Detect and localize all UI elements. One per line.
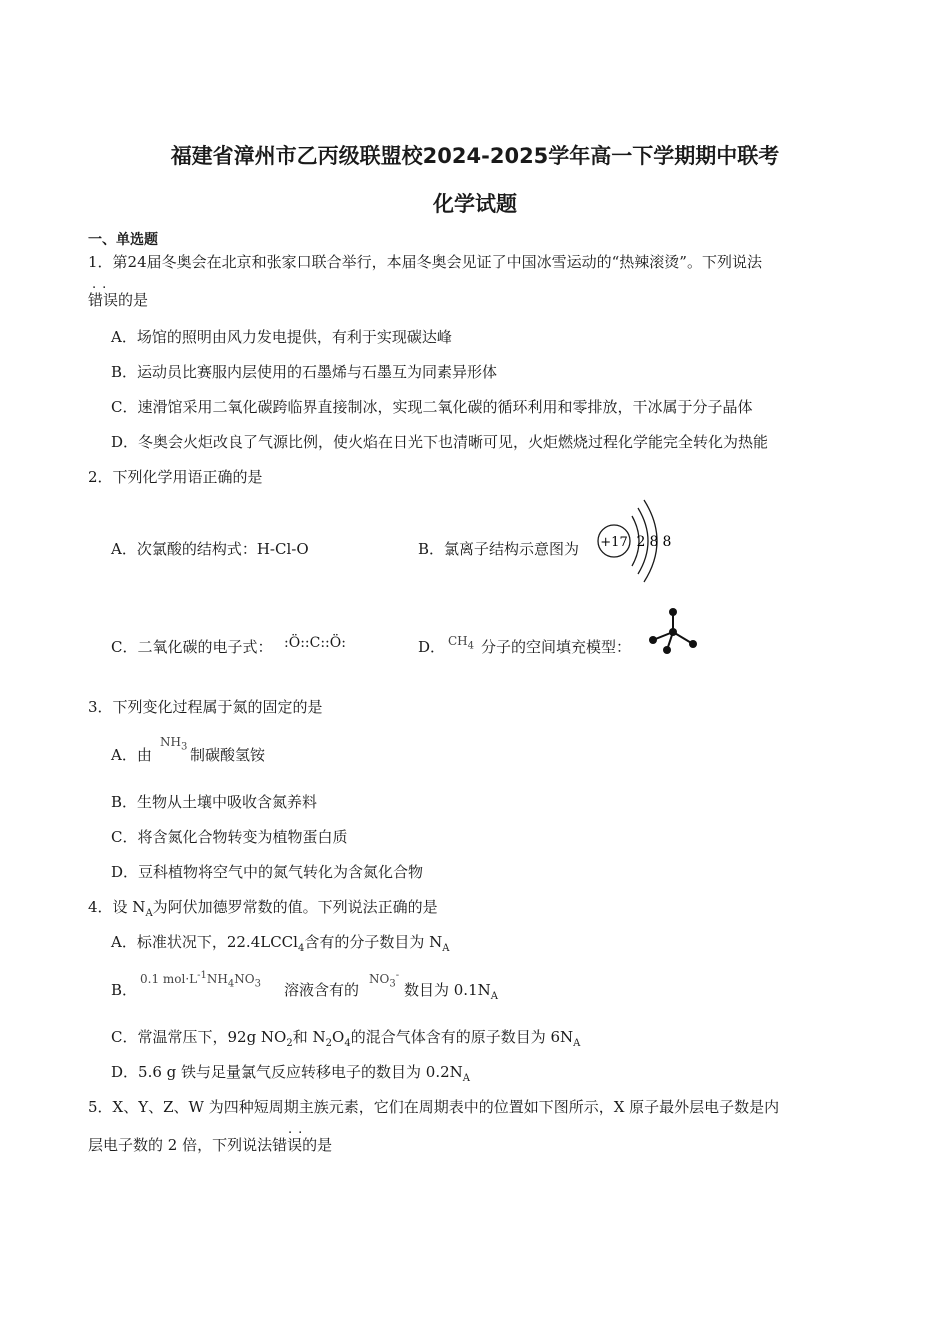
q2-option-c: C．二氧化碳的电子式： [111, 638, 273, 656]
ammonia-formula: $NH_3$ [160, 735, 188, 753]
q4-option-b-end: 数目为 $0.1N_A$ [404, 981, 498, 1002]
q4-stem: 4．设 $N_A$为阿伏加德罗常数的值。下列说法正确的是 [88, 898, 438, 919]
q3-option-a-label: A．由 [111, 746, 152, 764]
q2-option-b: B．氯离子结构示意图为 [418, 540, 580, 558]
q5-stem-line1: 5．X、Y、Z、W 为四种短周期主族元素，它们在周期表中的位置如下图所示，X 原子最外层电子数是内 [88, 1098, 780, 1116]
co2-electron-formula: :Ö::C::Ö: [284, 635, 346, 651]
q4-option-c: C．常温常压下，92g $NO_2$和 $N_2O_4$的混合气体含有的原子数目为 $6N_A$ [111, 1028, 581, 1049]
q5-stem-line2: 层电子数的 2 倍，下列说法错误的是 [88, 1136, 333, 1154]
q3-option-a-text: 制碳酸氢铵 [190, 746, 266, 764]
q1-stem-line1: 1．第24届冬奥会在北京和张家口联合举行，本届冬奥会见证了中国冰雪运动的“热辣滚烫”。下列说法 [88, 253, 762, 271]
q4-option-d: D．5.6 g 铁与足量氯气反应转移电子的数目为 $0.2N_A$ [111, 1063, 471, 1084]
q1-option-d: D．冬奥会火炬改良了气源比例，使火焰在日光下也清晰可见，火炬燃烧过程化学能完全转化为热能 [111, 433, 769, 451]
q1-option-b: B．运动员比赛服内层使用的石墨烯与石墨互为同素异形体 [111, 363, 498, 381]
shell-count-3: 8 [662, 534, 672, 550]
q3-option-d: D．豆科植物将空气中的氮气转化为含氮化合物 [111, 863, 424, 881]
q4-option-a: A．标准状况下，22.4LCCl$_4$含有的分子数目为 $N_A$ [111, 933, 450, 954]
methane-space-filling-model [645, 606, 701, 656]
q1-option-a: A．场馆的照明由风力发电提供，有利于实现碳达峰 [111, 328, 452, 346]
nucleus-charge: +17 [600, 535, 628, 550]
q3-option-b: B．生物从土壤中吸收含氮养料 [111, 793, 318, 811]
methane-formula: $CH_4$ [448, 634, 475, 652]
q2-option-d-text: 分子的空间填充模型： [481, 638, 632, 656]
section-title: 一、单选题 [88, 232, 158, 248]
exam-subject: 化学试题 [433, 192, 517, 216]
concentration-expression: 0.1 $mol\cdot L^{-1}NH_4NO_3$ [140, 970, 261, 990]
q1-option-c: C．速滑馆采用二氧化碳跨临界直接制冰，实现二氧化碳的循环利用和零排放，干冰属于分子晶体 [111, 398, 753, 416]
q4-option-b-label: B． [111, 981, 138, 999]
q3-stem: 3．下列变化过程属于氮的固定的是 [88, 698, 323, 716]
shell-count-2: 8 [649, 534, 659, 550]
q1-emphasis-dots: .. [92, 277, 113, 292]
q4-option-b-mid: 溶液含有的 [284, 981, 360, 999]
q3-option-c: C．将含氮化合物转变为植物蛋白质 [111, 828, 348, 846]
q1-stem-line2: 错误的是 [88, 291, 149, 309]
q2-stem: 2．下列化学用语正确的是 [88, 468, 263, 486]
exam-title: 福建省漳州市乙丙级联盟校2024-2025学年高一下学期期中联考 [170, 144, 780, 168]
q2-option-d-label: D． [418, 638, 446, 656]
q5-emphasis-dots: .. [288, 1122, 309, 1137]
shell-count-1: 2 [636, 534, 646, 550]
chloride-ion-diagram [594, 496, 674, 586]
nitrate-ion: $NO_3^-$ [369, 970, 400, 990]
q2-option-a: A．次氯酸的结构式：H-Cl-O [111, 540, 309, 558]
